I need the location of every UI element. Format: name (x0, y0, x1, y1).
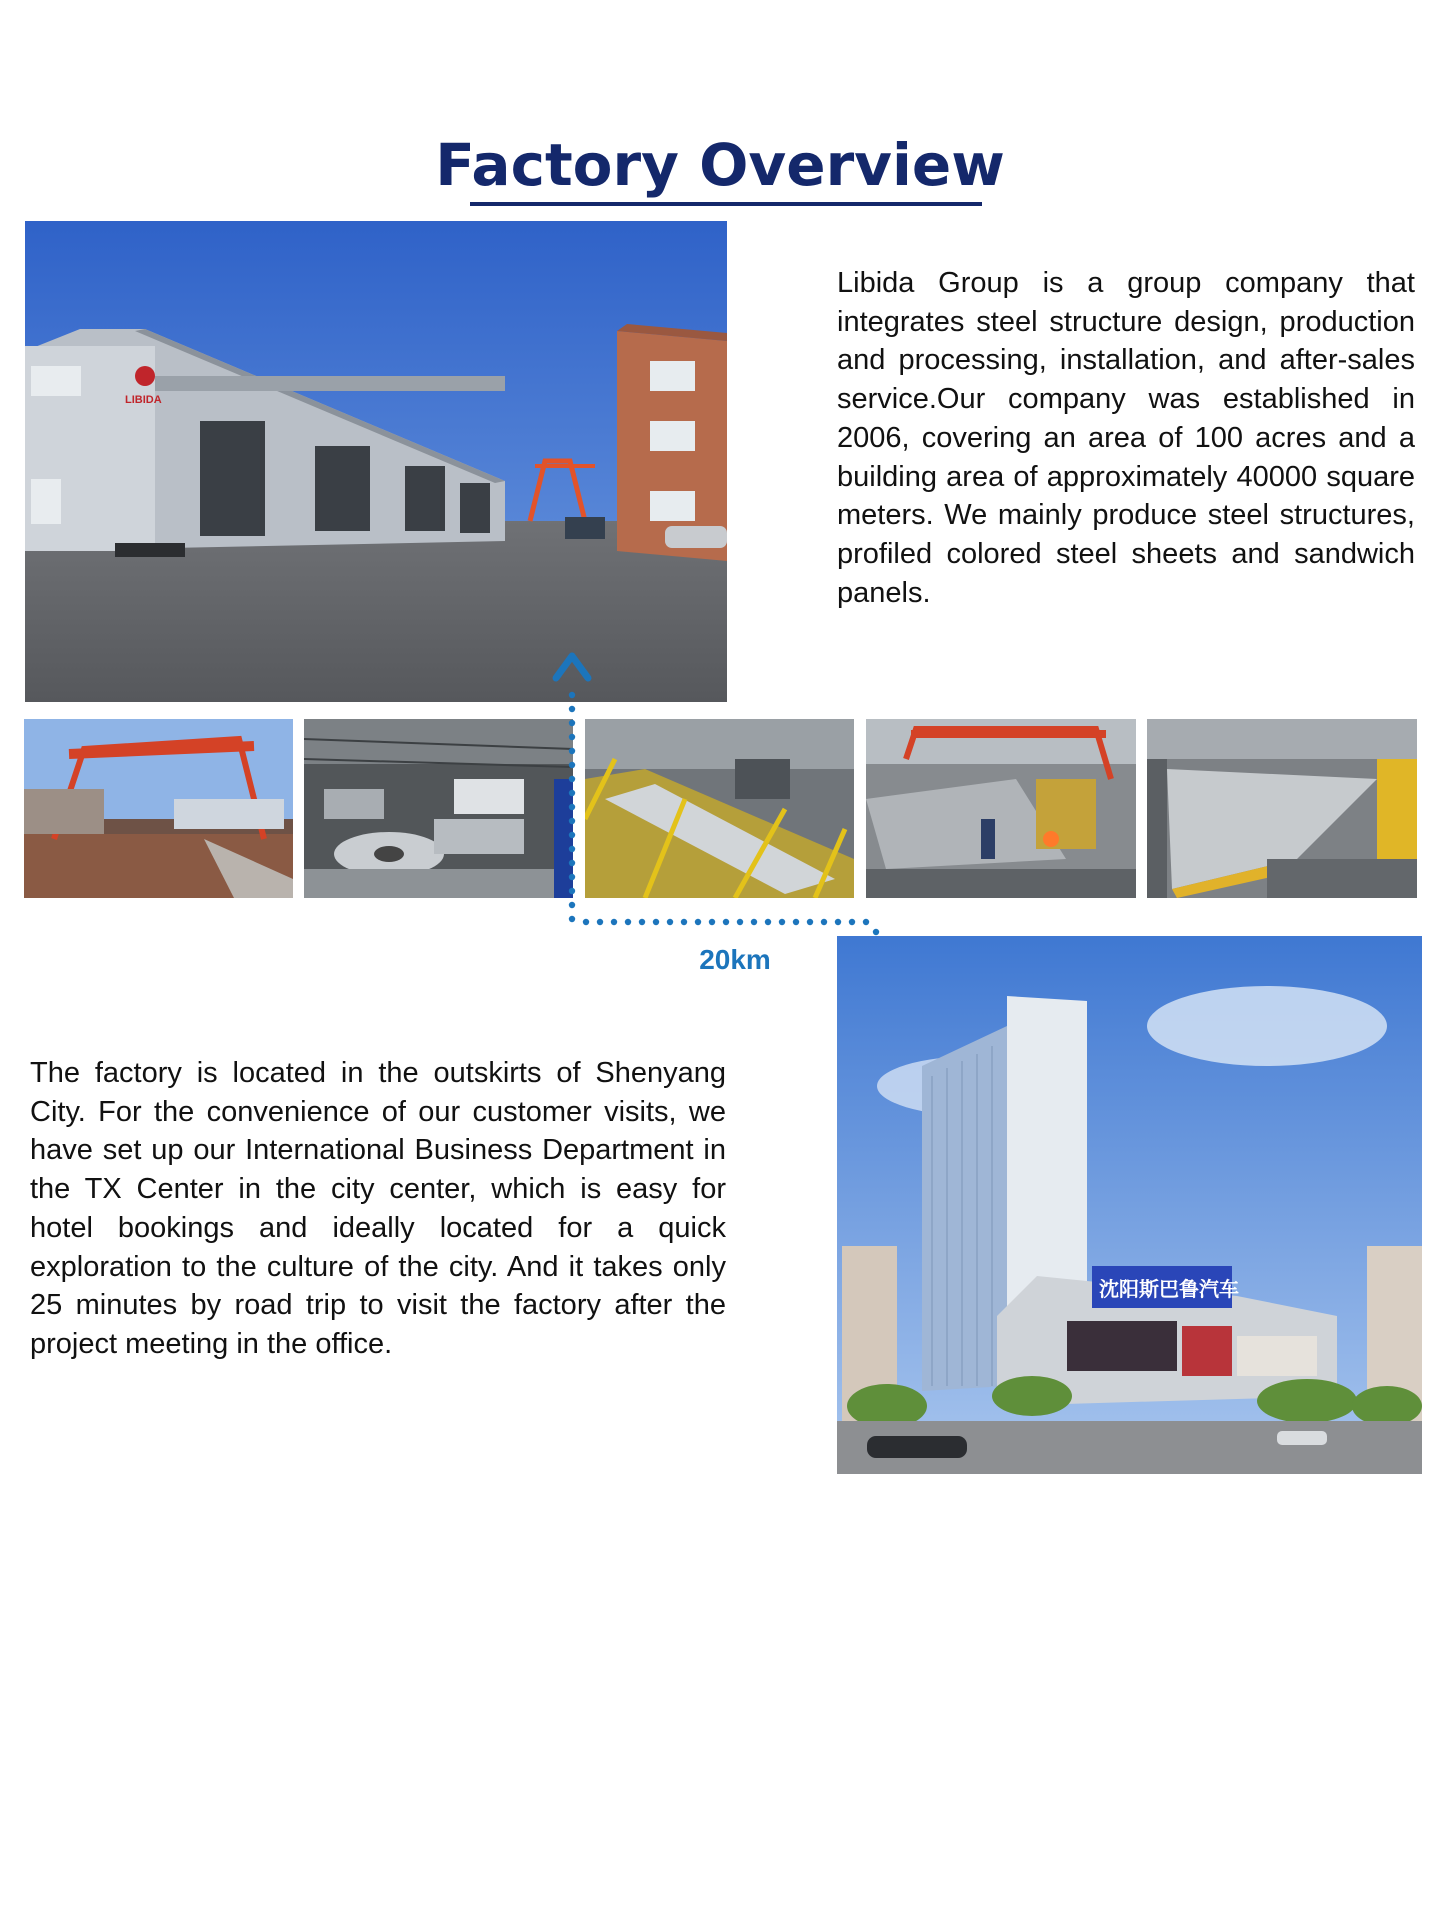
location-description (30, 1054, 726, 1364)
h-beam-line-photo (1147, 719, 1417, 898)
title-underline (470, 202, 982, 206)
storefront-signage: 沈阳斯巴鲁汽车 (1099, 1277, 1239, 1301)
libida-sign: LIBIDA (125, 394, 162, 406)
intro-paragraph: Libida Group is a group company that integrates steel structure design, production and processing, installation, and after-sales service.Our company was established in 2006, covering an area of 100 acres and a building area of approximately 40000 square meters. We mainly produce steel structures, profiled colored steel sheets and sandwich panels. (837, 267, 1415, 609)
gantry-crane-yard-photo (24, 719, 293, 898)
company-intro (837, 264, 1415, 612)
location-paragraph: The factory is located in the outskirts of Shenyang City. For the convenience of our customer visits, we have set up our International Business Department in the TX Center in the city center, which is easy for hotel bookings and ideally located for a quick exploration to the culture of the city. And it takes only 25 minutes by road trip to visit the factory after the project meeting in the office. (30, 1057, 726, 1360)
welding-line-photo (585, 719, 854, 898)
beam-assembly-photo (866, 719, 1136, 898)
factory-exterior-photo (25, 221, 727, 702)
steel-coil-workshop-photo (304, 719, 573, 898)
route-distance-label: 20km (699, 944, 771, 975)
city-office-photo (837, 936, 1422, 1474)
page-title: Factory Overview (435, 131, 1005, 199)
